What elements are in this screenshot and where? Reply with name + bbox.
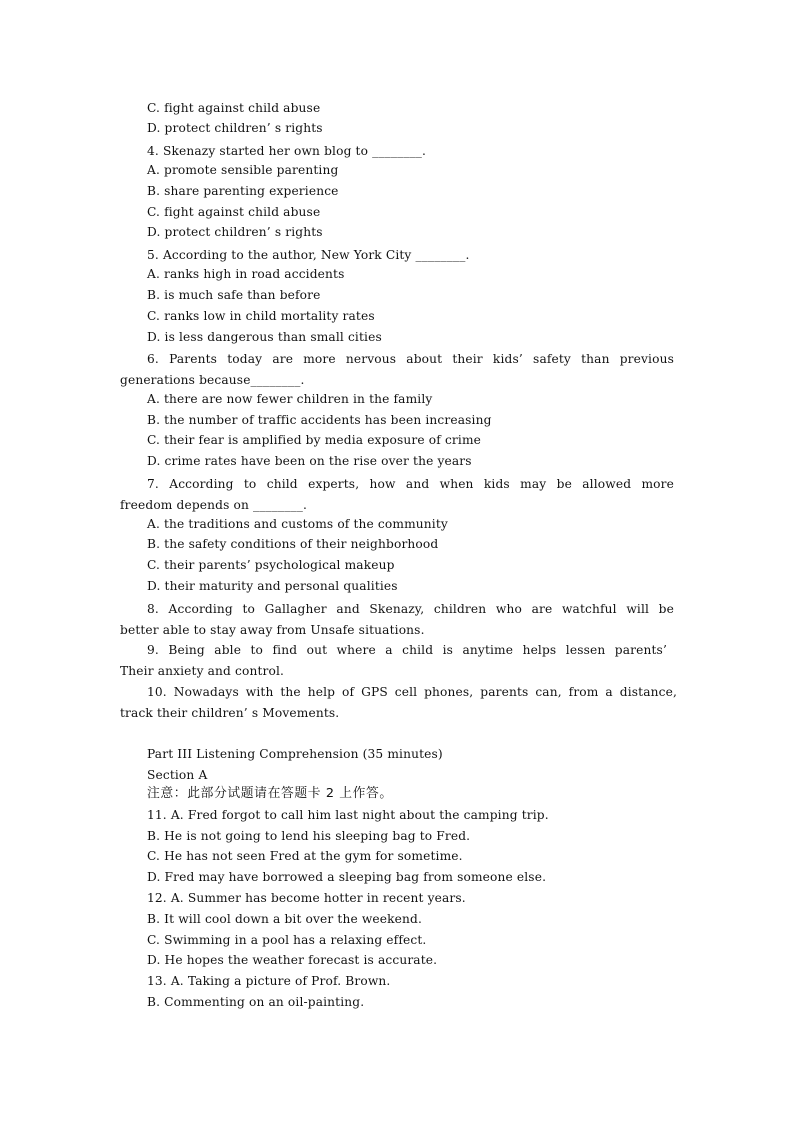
q6-option-a: A. there are now fewer children in the family: [147, 392, 433, 406]
q11-option-c: C. He has not seen Fred at the gym for sometime.: [147, 849, 463, 863]
q3-option-d: D. protect children’ s rights: [147, 121, 323, 135]
q6-option-b: B. the number of traffic accidents has been increasing: [147, 413, 492, 427]
q4-option-a: A. promote sensible parenting: [147, 163, 339, 177]
q12-option-c: C. Swimming in a pool has a relaxing effect.: [147, 933, 427, 947]
q7-option-d: D. their maturity and personal qualities: [147, 579, 398, 593]
q4-stem: 4. Skenazy started her own blog to ________.: [147, 144, 427, 158]
q6-option-d: D. crime rates have been on the rise over the years: [147, 454, 472, 468]
section-title: Section A: [147, 768, 208, 782]
q12-option-d: D. He hopes the weather forecast is accurate.: [147, 953, 438, 967]
q5-option-b: B. is much safe than before: [147, 288, 321, 302]
q5-stem: 5. According to the author, New York City ________.: [147, 248, 470, 262]
q8-line2: better able to stay away from Unsafe situations.: [120, 623, 425, 637]
q5-option-a: A. ranks high in road accidents: [147, 267, 345, 281]
q4-option-d: D. protect children’ s rights: [147, 225, 323, 239]
q7-option-c: C. their parents’ psychological makeup: [147, 558, 395, 572]
answer-sheet-note: 注意：此部分试题请在答题卡 2 上作答。: [147, 786, 393, 801]
q5-option-c: C. ranks low in child mortality rates: [147, 309, 375, 323]
q6-stem-line1: 6. Parents today are more nervous about their kids’ safety than previous: [147, 352, 674, 366]
q3-option-c: C. fight against child abuse: [147, 101, 321, 115]
q10-line2: track their children’ s Movements.: [120, 706, 340, 720]
q5-option-d: D. is less dangerous than small cities: [147, 330, 382, 344]
q8-line1: 8. According to Gallagher and Skenazy, children who are watchful will be: [147, 602, 674, 616]
q4-option-b: B. share parenting experience: [147, 184, 339, 198]
q7-stem-line1: 7. According to child experts, how and when kids may be allowed more: [147, 477, 674, 491]
q12-option-b: B. It will cool down a bit over the weekend.: [147, 912, 423, 926]
q11-option-b: B. He is not going to lend his sleeping bag to Fred.: [147, 829, 471, 843]
q6-stem-line2: generations because________.: [120, 373, 305, 387]
q11-option-d: D. Fred may have borrowed a sleeping bag from someone else.: [147, 870, 547, 884]
q7-option-b: B. the safety conditions of their neighborhood: [147, 537, 439, 551]
q11-option-a: 11. A. Fred forgot to call him last night about the camping trip.: [147, 808, 549, 822]
part-title: Part III Listening Comprehension (35 minutes): [147, 747, 443, 761]
q9-line2: Their anxiety and control.: [120, 664, 285, 678]
q4-option-c: C. fight against child abuse: [147, 205, 321, 219]
q13-option-b: B. Commenting on an oil-painting.: [147, 995, 365, 1009]
q7-option-a: A. the traditions and customs of the community: [147, 517, 448, 531]
q6-option-c: C. their fear is amplified by media exposure of crime: [147, 433, 482, 447]
q12-option-a: 12. A. Summer has become hotter in recent years.: [147, 891, 466, 905]
q7-stem-line2: freedom depends on ________.: [120, 498, 308, 512]
q10-line1: 10. Nowadays with the help of GPS cell phones, parents can, from a distance,: [147, 685, 677, 699]
q13-option-a: 13. A. Taking a picture of Prof. Brown.: [147, 974, 391, 988]
q9-line1: 9. Being able to find out where a child is anytime helps lessen parents’: [147, 643, 667, 657]
